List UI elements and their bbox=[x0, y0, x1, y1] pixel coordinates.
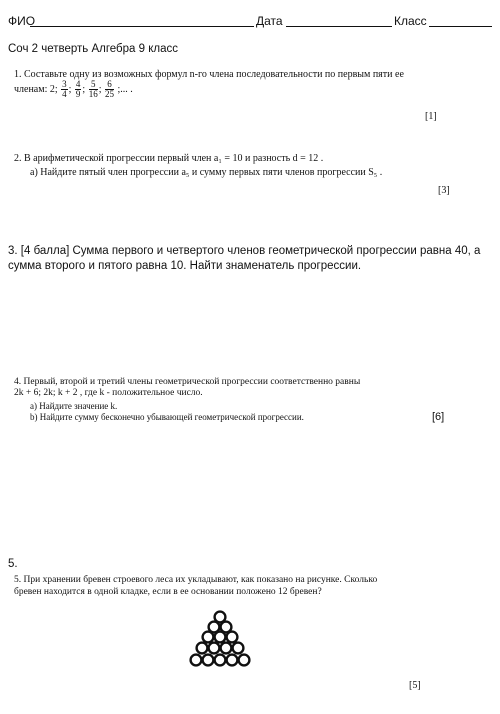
log-circle bbox=[215, 612, 226, 623]
log-circle bbox=[227, 632, 238, 643]
page-subtitle: Соч 2 четверть Алгебра 9 класс bbox=[8, 43, 178, 55]
log-circle bbox=[221, 622, 232, 633]
task2-mark: [3] bbox=[438, 185, 450, 196]
task2-line1: 2. В арифметической прогрессии первый член a₁ = 10 и разность d = 12 . bbox=[14, 153, 324, 164]
task4-line4: b) Найдите сумму бесконечно убывающей геометрической прогрессии. bbox=[30, 412, 304, 422]
task5-number: 5. bbox=[8, 558, 18, 570]
class-label: Класс bbox=[394, 14, 427, 28]
fraction: $\frac{5}{16}$ bbox=[88, 79, 98, 99]
log-circle bbox=[209, 643, 220, 654]
log-circle bbox=[221, 643, 232, 654]
task3-text: 3. [4 балла] Сумма первого и четвертого членов геометрической прогрессии равна 40, а сумма второго и пятого равна 10. Найти знаменатель прогрессии. bbox=[8, 245, 481, 272]
task5-line2: бревен находится в одной кладке, если в ее основании положено 12 бревен? bbox=[14, 587, 322, 597]
task4-line2: 2k + 6; 2k; k + 2 , где k - положительное число. bbox=[14, 388, 203, 398]
name-label: ФИО bbox=[8, 14, 36, 28]
log-circle bbox=[203, 655, 214, 666]
date-field-line[interactable] bbox=[286, 26, 392, 27]
log-circle bbox=[209, 622, 220, 633]
task1-prefix: членам: 2; bbox=[14, 83, 58, 95]
log-circle bbox=[197, 643, 208, 654]
fraction: $\frac{6}{25}$ bbox=[104, 79, 114, 99]
task5-mark: [5] bbox=[409, 680, 421, 691]
task1-mark: [1] bbox=[425, 111, 437, 122]
header bbox=[8, 10, 492, 30]
task1-line2: членам: 2; $\frac{3}{4}$ ; $\frac{4}{9}$ ; $\frac{5}{16}$ ; $\frac{6}{25}$ ;... . bbox=[14, 79, 133, 99]
log-pile-figure bbox=[180, 608, 260, 678]
class-field-line[interactable] bbox=[429, 26, 492, 27]
task5-line1: 5. При хранении бревен строевого леса их укладывают, как показано на рисунке. Сколько bbox=[14, 575, 378, 585]
log-circle bbox=[203, 632, 214, 643]
task4-mark: [6] bbox=[432, 411, 445, 423]
log-circle bbox=[233, 643, 244, 654]
log-circle bbox=[191, 655, 202, 666]
task4-line3: a) Найдите значение k. bbox=[30, 401, 118, 411]
task1-ellipsis: ;... . bbox=[117, 83, 133, 95]
log-circle bbox=[215, 655, 226, 666]
name-field-line[interactable] bbox=[30, 26, 254, 27]
task2-line2: а) Найдите пятый член прогрессии a₅ и сумму первых пяти членов прогрессии S₅ . bbox=[30, 167, 383, 178]
fraction: $\frac{3}{4}$ bbox=[62, 79, 67, 99]
log-circle bbox=[227, 655, 238, 666]
log-circle bbox=[239, 655, 250, 666]
log-circle bbox=[215, 632, 226, 643]
date-label: Дата bbox=[256, 14, 283, 28]
task1-line1: 1. Составьте одну из возможных формул n-го члена последовательности по первым пяти ее bbox=[14, 69, 404, 80]
task4-line1: 4. Первый, второй и третий члены геометрической прогрессии соответственно равны bbox=[14, 377, 361, 387]
fraction: $\frac{4}{9}$ bbox=[75, 79, 81, 99]
